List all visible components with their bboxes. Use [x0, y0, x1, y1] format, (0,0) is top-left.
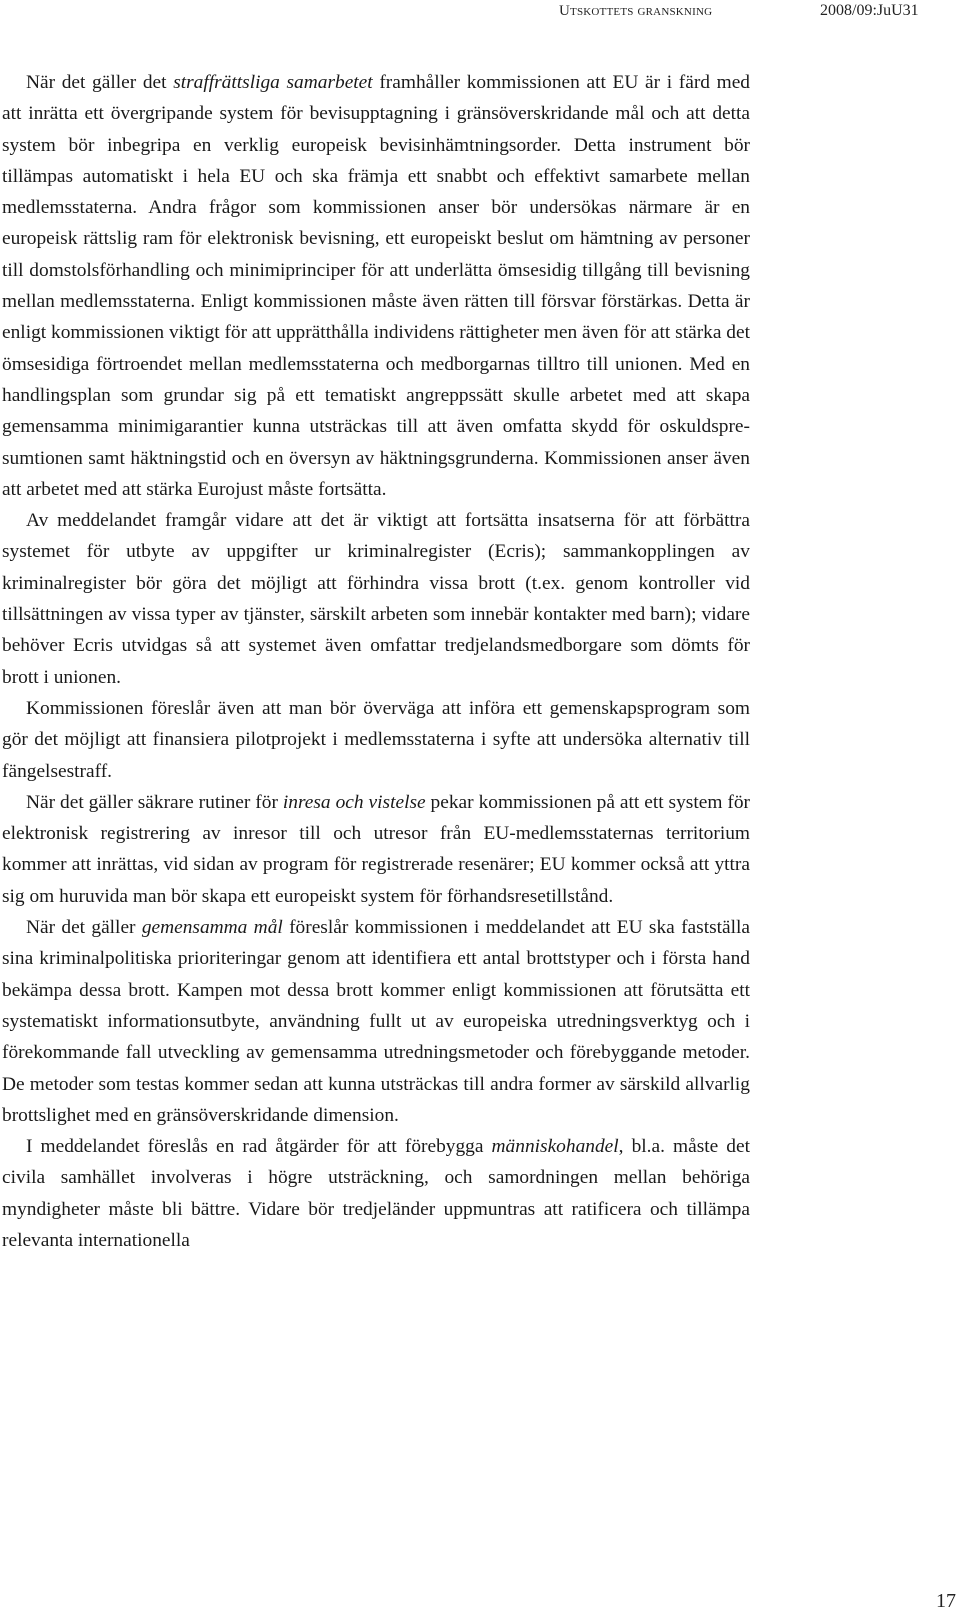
- text-run: I meddelandet föreslås en rad åtgärder för att förebygga: [26, 1136, 492, 1158]
- text-run: När det gäller: [26, 917, 142, 939]
- emphasized-term: straffrättsliga samarbetet: [173, 72, 373, 93]
- body-paragraph: [2, 912, 750, 1131]
- running-head: [0, 0, 960, 30]
- body-paragraph: [2, 787, 750, 912]
- text-run: , bl.a. måste det civila samhället involveras i högre utsträckning, och samordningen mellan behöriga myndigheter måste bli bättre. Vidare bör tredjeländer uppmuntras att ratificera och tillämpa relevanta internationella: [2, 1136, 750, 1251]
- body-text: [2, 67, 750, 1256]
- body-paragraph: [2, 693, 750, 787]
- text-run: pekar kommissionen på att ett system för elektronisk registrering av inresor till och utresor från EU-medlemsstaternas territorium kommer att inrättas, vid sidan av program för registrerade resenärer; EU kommer också att yttra sig om huruvida man bör skapa ett europeiskt system för förhandsresetillstånd.: [2, 791, 750, 907]
- running-head-document-id: 2008/09:JuU31: [820, 2, 919, 19]
- text-run: Kommissionen föreslår även att man bör överväga att införa ett gemenskapsprogram som gör det möjligt att finansiera pilotprojekt i medlemsstaterna i syfte att undersöka alternativ till fängelsestraff.: [2, 697, 750, 782]
- text-run: När det gäller säkrare rutiner för: [26, 791, 283, 813]
- text-run: framhåller kommissionen att EU är i färd med att inrätta ett övergripande system för bevisupptagning i gränsöverskridande mål och att detta system bör inbegripa en verklig europeisk bevisinhämtningsorder. Detta instrument bör tillämpas automatiskt i hela EU och ska främja ett snabbt och effektivt samarbete mellan medlemsstaterna. Andra frågor som kommissionen anser bör undersökas närmare är en europeisk rättslig ram för elektronisk bevisning, ett europeiskt beslut om hämtning av personer till domstolsförhandling och minimiprinciper för att underlätta ömsesidig tillgång till bevisning mellan medlemsstaterna. Enligt kommissionen måste även rätten till försvar förstärkas. Detta är enligt kommissionen viktigt för att upprätthålla individens rättigheter men även för att stärka det ömsesidiga förtroendet mellan medlemsstaterna och medborgarnas tilltro till unionen. Med en handlingsplan som grundar sig på ett tematiskt angreppssätt skulle arbetet med att skapa gemensamma minimigarantier kunna utsträckas till att även omfatta skydd för oskuldspresumtionen samt häktningstid och en översyn av häktningsgrunderna. Kommissionen anser även att arbetet med att stärka Eurojust måste fortsätta.: [2, 72, 751, 500]
- text-run: När det gäller det: [26, 72, 174, 93]
- body-paragraph: [2, 1131, 750, 1256]
- emphasized-term: människohandel: [491, 1136, 619, 1158]
- body-paragraph: [2, 67, 750, 505]
- text-run: föreslår kommissionen i meddelandet att EU ska fastställa sina kriminalpolitiska prioriteringar genom att identifiera ett antal brottstyper och i första hand bekämpa dessa brott. Kampen mot dessa brott kommer enligt kommissionen att förutsätta ett systematiskt informationsutbyte, användning fullt ut av europeiska utredningsverktyg och i förekommande fall utveckling av gemensamma utredningsmetoder och förebyggande metoder. De metoder som testas kommer sedan att kunna utsträckas till andra former av särskild allvarlig brottslighet med en gränsöverskridande dimension.: [2, 917, 751, 1126]
- running-head-section: Utskottets granskning: [559, 3, 713, 19]
- text-run: Av meddelandet framgår vidare att det är viktigt att fortsätta insatserna för att förbättra systemet för utbyte av uppgifter ur kriminalregister (Ecris); sammankopplingen av kriminalregister bör göra det möjligt att förhindra vissa brott (t.ex. genom kontroller vid tillsättningen av vissa typer av tjänster, särskilt arbeten som innebär kontakter med barn); vidare behöver Ecris utvidgas så att systemet även omfattar tredjelandsmedborgare som dömts för brott i unionen.: [2, 510, 750, 688]
- emphasized-term: gemensamma mål: [141, 917, 283, 939]
- page-number: 17: [936, 1590, 956, 1612]
- body-paragraph: [2, 505, 750, 693]
- emphasized-term: inresa och vistelse: [282, 791, 426, 813]
